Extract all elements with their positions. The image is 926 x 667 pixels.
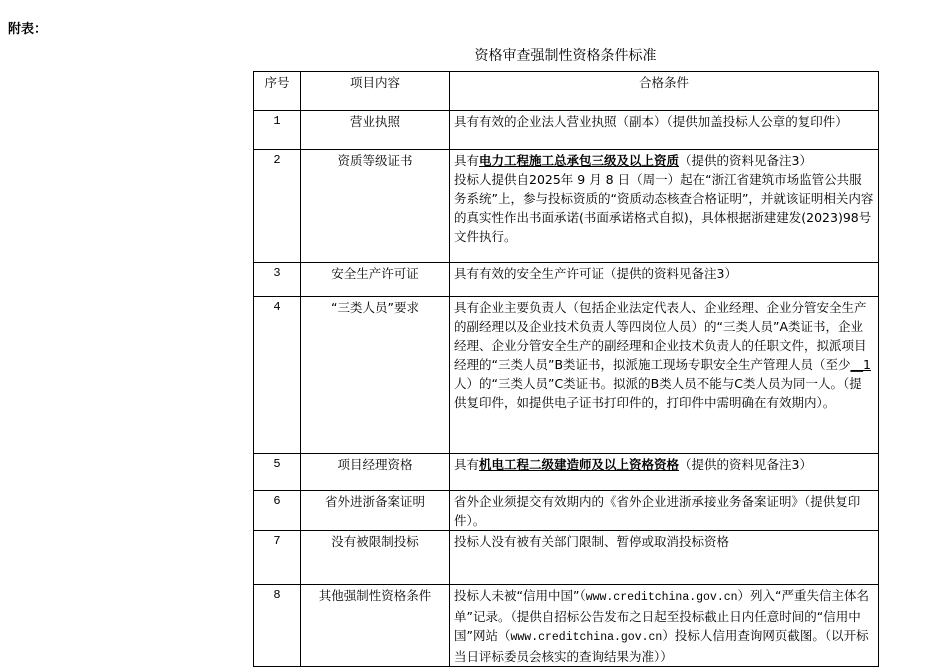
row-condition: 省外企业须提交有效期内的《省外企业进浙承接业务备案证明》（提供复印件）。 bbox=[450, 491, 879, 531]
condition-part1: 具有企业主要负责人（包括企业法定代表人、企业经理、企业分管安全生产的副经理以及企业技术负责人等四岗位人员）的“三类人员”A类证书，企业经理、企业分管安全生产的副经理和企业技术负责人的任职文件，拟派项目经理的“三类人员”B类证书，拟派施工现场专职安全生产管理人员（至少 bbox=[454, 300, 867, 372]
row-item: 其他强制性资格条件 bbox=[301, 585, 450, 667]
row-condition: 投标人没有被有关部门限制、暂停或取消投标资格 bbox=[450, 531, 879, 585]
condition-prefix: 具有 bbox=[454, 153, 480, 168]
row-item: “三类人员”要求 bbox=[301, 297, 450, 454]
condition-text-b: ）列入“严重失信主体名单”记录。（提供自招标公告发布之日起至投标截止日内任意时间的“信用中国”网站（ bbox=[454, 588, 870, 643]
row-number: 5 bbox=[254, 454, 301, 491]
table-row bbox=[254, 263, 879, 297]
table-header-row bbox=[254, 72, 879, 111]
condition-blank: __1 bbox=[850, 357, 871, 372]
column-header-no: 序号 bbox=[254, 72, 301, 111]
condition-extra: 投标人提供自2025年 9 月 8 日（周一）起在“浙江省建筑市场监管公共服务系统”上，参与投标资质的“资质动态核查合格证明”，并就该证明相关内容的真实性作出书面承诺(书面承诺格式自拟)，具体根据浙建建发(2023)98号文件执行。 bbox=[454, 172, 874, 244]
row-item: 没有被限制投标 bbox=[301, 531, 450, 585]
attachment-label: 附表： bbox=[8, 22, 48, 37]
row-number: 1 bbox=[254, 111, 301, 150]
condition-text-a: 投标人未被“信用中国”（ bbox=[454, 588, 586, 603]
condition-part2: 人）的“三类人员”C类证书。拟派的B类人员不能与C类人员为同一人。（提供复印件，如提供电子证书打印件的，打印件中需明确在有效期内）。 bbox=[454, 376, 862, 410]
row-item: 省外进浙备案证明 bbox=[301, 491, 450, 531]
row-condition bbox=[450, 297, 879, 454]
row-item: 营业执照 bbox=[301, 111, 450, 150]
row-condition bbox=[450, 454, 879, 491]
column-header-condition: 合格条件 bbox=[450, 72, 879, 111]
table-row bbox=[254, 491, 879, 531]
row-item: 资质等级证书 bbox=[301, 150, 450, 263]
condition-emphasis: 机电工程二级建造师及以上资格资格 bbox=[479, 457, 680, 472]
row-number: 2 bbox=[254, 150, 301, 263]
table-row bbox=[254, 531, 879, 585]
row-condition: 具有有效的安全生产许可证（提供的资料见备注3） bbox=[450, 263, 879, 297]
row-number: 8 bbox=[254, 585, 301, 667]
condition-suffix: （提供的资料见备注3） bbox=[679, 153, 812, 168]
table-row bbox=[254, 297, 879, 454]
document-title: 资格审查强制性资格条件标准 bbox=[474, 48, 657, 64]
row-condition: 具有有效的企业法人营业执照（副本）（提供加盖投标人公章的复印件） bbox=[450, 111, 879, 150]
condition-emphasis: 电力工程施工总承包三级及以上资质 bbox=[479, 153, 680, 168]
row-condition bbox=[450, 150, 879, 263]
table-row bbox=[254, 111, 879, 150]
table-row bbox=[254, 150, 879, 263]
creditchina-link-2: www.creditchina.gov.cn bbox=[510, 631, 663, 644]
row-number: 4 bbox=[254, 297, 301, 454]
creditchina-link-1: www.creditchina.gov.cn bbox=[585, 591, 738, 604]
qualification-table bbox=[253, 71, 879, 667]
condition-suffix: （提供的资料见备注3） bbox=[679, 457, 812, 472]
row-item: 项目经理资格 bbox=[301, 454, 450, 491]
condition-prefix: 具有 bbox=[454, 457, 480, 472]
table-row bbox=[254, 454, 879, 491]
condition-text-c: ）投标人信用查询网页截图。（以开标当日评标委员会核实的查询结果为准）） bbox=[454, 628, 869, 664]
row-item: 安全生产许可证 bbox=[301, 263, 450, 297]
column-header-item: 项目内容 bbox=[301, 72, 450, 111]
row-condition bbox=[450, 585, 879, 667]
row-number: 3 bbox=[254, 263, 301, 297]
table-row bbox=[254, 585, 879, 667]
row-number: 7 bbox=[254, 531, 301, 585]
row-number: 6 bbox=[254, 491, 301, 531]
